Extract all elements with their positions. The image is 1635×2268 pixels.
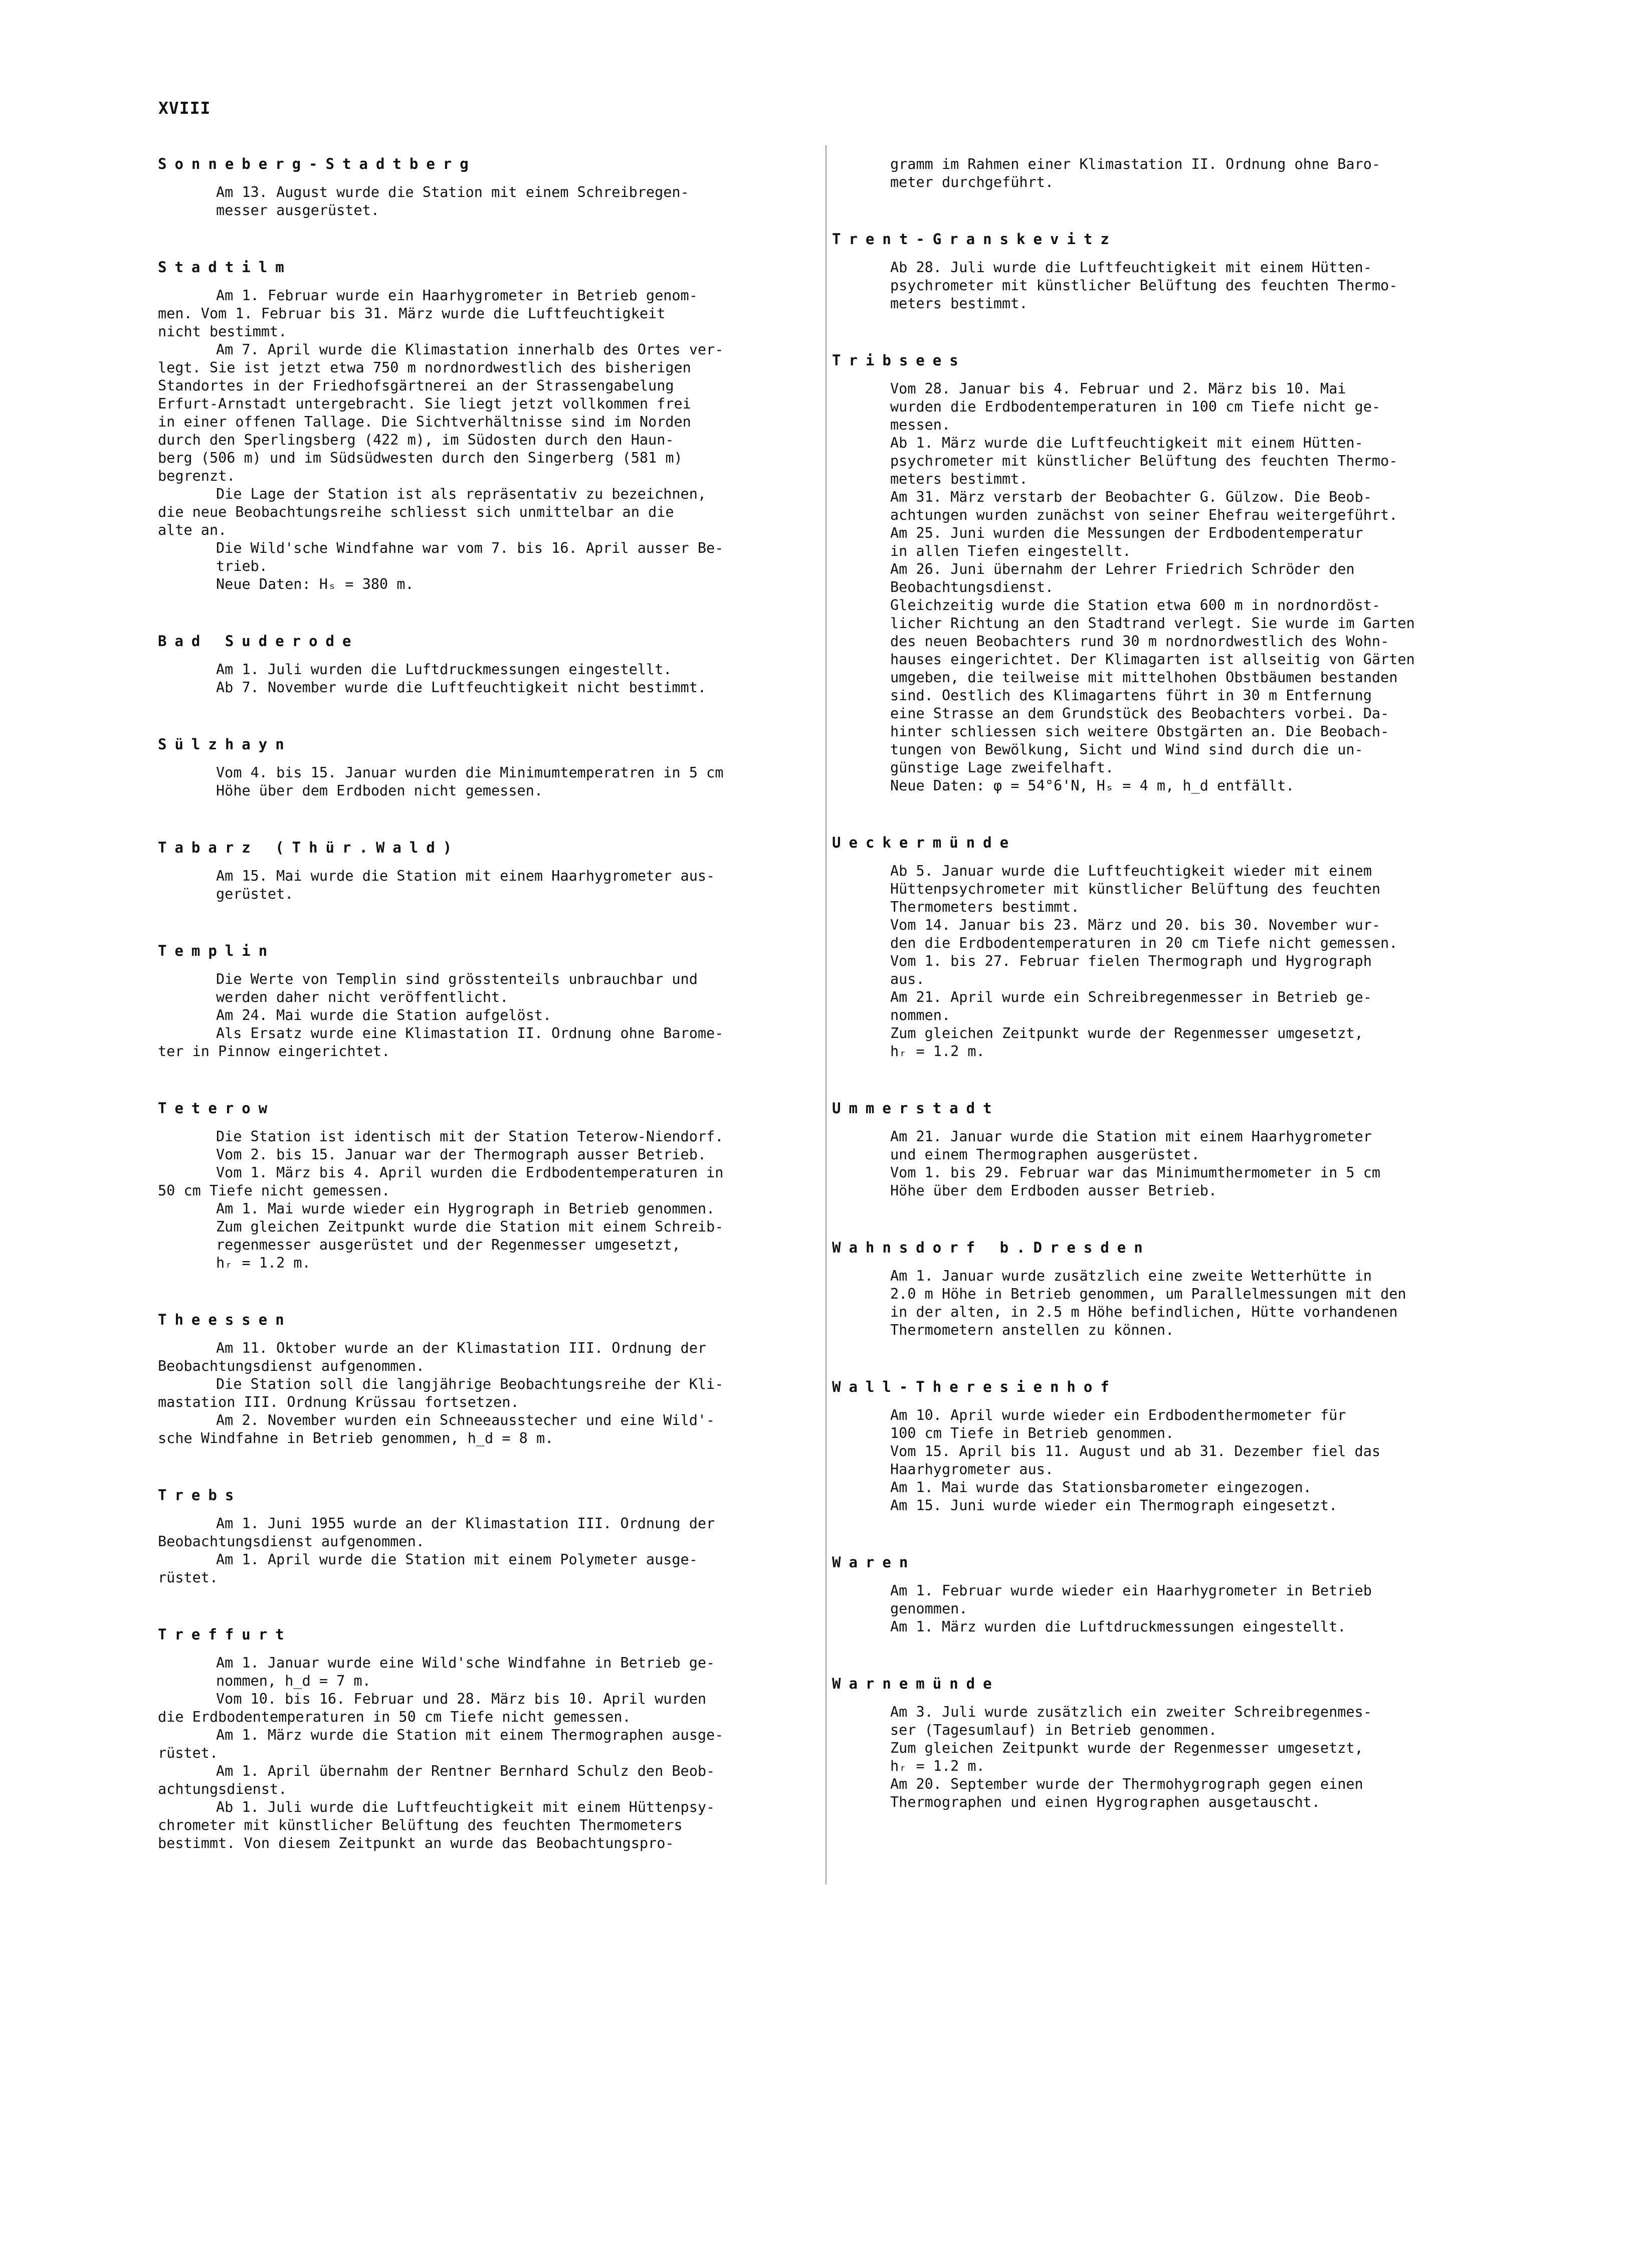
text-line: Ab 7. November wurde die Luftfeuchtigkeit nicht bestimmt. (216, 679, 707, 696)
text-line: werden daher nicht veröffentlicht. (216, 989, 509, 1005)
text-line: Am 1. April wurde die Station mit einem Polymeter ausge- (216, 1551, 698, 1568)
text-line: Höhe über dem Erdboden nicht gemessen. (216, 782, 543, 799)
text-line: Am 7. April wurde die Klimastation innerhalb des Ortes ver- (216, 341, 724, 358)
text-line: Neue Daten: Hₛ = 380 m. (216, 576, 414, 592)
station-section (832, 231, 1494, 313)
text-line: Als Ersatz wurde eine Klimastation II. Ordnung ohne Barome- (216, 1025, 724, 1042)
station-section (832, 1100, 1494, 1200)
text-line: des neuen Beobachters rund 30 m nordnordwestlich des Wohn- (890, 633, 1389, 650)
station-heading: Templin (158, 942, 276, 959)
text-line: und einem Thermographen ausgerüstet. (890, 1146, 1200, 1163)
text-line: Beobachtungsdienst aufgenommen. (158, 1358, 425, 1374)
text-line: nommen. (890, 1007, 951, 1023)
text-line: hauses eingerichtet. Der Klimagarten ist allseitig von Gärten (890, 651, 1415, 668)
text-line: Hüttenpsychrometer mit künstlicher Belüftung des feuchten (890, 881, 1381, 897)
text-line: genommen. (890, 1600, 968, 1617)
text-line: Am 21. Januar wurde die Station mit einem Haarhygrometer (890, 1128, 1372, 1145)
right-column (832, 155, 1494, 1850)
text-line: psychrometer mit künstlicher Belüftung des feuchten Thermo- (890, 453, 1398, 469)
text-line: hinter schliessen sich weitere Obstgärten an. Die Beobach- (890, 723, 1389, 740)
text-line: nommen, h_d = 7 m. (216, 1673, 371, 1689)
text-line: Vom 28. Januar bis 4. Februar und 2. März bis 10. Mai (890, 380, 1346, 397)
text-line: ser (Tagesumlauf) in Betrieb genommen. (890, 1722, 1217, 1738)
text-line: Vom 2. bis 15. Januar war der Thermograph ausser Betrieb. (216, 1146, 707, 1163)
station-section (832, 1554, 1494, 1636)
text-line: Am 24. Mai wurde die Station aufgelöst. (216, 1007, 552, 1023)
text-line: Am 1. Januar wurde zusätzlich eine zweite Wetterhütte in (890, 1268, 1372, 1284)
station-section (158, 155, 820, 220)
text-line: Am 15. Mai wurde die Station mit einem Haarhygrometer aus- (216, 868, 715, 884)
text-line: legt. Sie ist jetzt etwa 750 m nordnordwestlich des bisherigen (158, 359, 691, 376)
text-line: eine Strasse an dem Grundstück des Beobachters vorbei. Da- (890, 705, 1389, 722)
text-line: Ab 5. Januar wurde die Luftfeuchtigkeit wieder mit einem (890, 863, 1372, 879)
station-section (832, 155, 1494, 191)
text-line: Vom 10. bis 16. Februar und 28. März bis 10. April wurden (216, 1691, 707, 1707)
text-line: Die Station ist identisch mit der Station Teterow-Niendorf. (216, 1128, 724, 1145)
text-line: 100 cm Tiefe in Betrieb genommen. (890, 1425, 1174, 1441)
text-line: Ab 28. Juli wurde die Luftfeuchtigkeit mit einem Hütten- (890, 259, 1372, 276)
text-line: Zum gleichen Zeitpunkt wurde der Regenmesser umgesetzt, (890, 1740, 1363, 1756)
station-section (158, 1487, 820, 1587)
station-section (832, 1378, 1494, 1515)
text-line: Höhe über dem Erdboden ausser Betrieb. (890, 1182, 1217, 1199)
text-line: Beobachtungsdienst aufgenommen. (158, 1533, 425, 1550)
text-line: Ab 1. Juli wurde die Luftfeuchtigkeit mit einem Hüttenpsy- (216, 1799, 715, 1815)
text-line: Beobachtungsdienst. (890, 579, 1054, 595)
station-section (832, 1239, 1494, 1339)
text-line: Vom 1. bis 29. Februar war das Minimumthermometer in 5 cm (890, 1164, 1381, 1181)
text-line: Thermometern anstellen zu können. (890, 1322, 1174, 1338)
text-line: meter durchgeführt. (890, 174, 1054, 190)
station-heading: Waren (832, 1554, 916, 1571)
column-divider (826, 145, 827, 1885)
text-line: Am 20. September wurde der Thermohygrograph gegen einen (890, 1776, 1363, 1792)
text-line: sche Windfahne in Betrieb genommen, h_d = 8 m. (158, 1430, 554, 1447)
station-heading: Ueckermünde (832, 834, 1017, 851)
text-line: Zum gleichen Zeitpunkt wurde die Station mit einem Schreib- (216, 1218, 724, 1235)
text-line: Vom 14. Januar bis 23. März und 20. bis 30. November wur- (890, 917, 1381, 933)
text-line: Am 21. April wurde ein Schreibregenmesser in Betrieb ge- (890, 989, 1372, 1005)
station-heading: Trent-Granskevitz (832, 231, 1117, 248)
station-heading: Teterow (158, 1100, 276, 1117)
text-line: psychrometer mit künstlicher Belüftung des feuchten Thermo- (890, 277, 1398, 294)
text-line: achtungen wurden zunächst von seiner Ehefrau weitergeführt. (890, 507, 1398, 523)
text-line: 50 cm Tiefe nicht gemessen. (158, 1182, 390, 1199)
text-line: Am 2. November wurden ein Schneeausstecher und eine Wild'- (216, 1412, 715, 1428)
station-heading: Trebs (158, 1487, 242, 1504)
text-line: Ab 1. März wurde die Luftfeuchtigkeit mit einem Hütten- (890, 435, 1363, 451)
text-line: Am 1. Juni 1955 wurde an der Klimastation III. Ordnung der (216, 1515, 715, 1532)
text-line: messen. (890, 417, 951, 433)
station-section (832, 352, 1494, 795)
station-section (158, 1626, 820, 1852)
text-line: Am 1. Juli wurden die Luftdruckmessungen eingestellt. (216, 661, 672, 678)
station-section (158, 1100, 820, 1272)
text-line: Am 1. Februar wurde ein Haarhygrometer in Betrieb genom- (216, 287, 698, 304)
station-section (832, 1675, 1494, 1811)
station-section (158, 839, 820, 903)
text-line: Vom 4. bis 15. Januar wurden die Minimumtemperatren in 5 cm (216, 764, 724, 781)
text-line: Die Station soll die langjährige Beobachtungsreihe der Kli- (216, 1376, 724, 1392)
text-line: Vom 1. März bis 4. April wurden die Erdbodentemperaturen in (216, 1164, 724, 1181)
text-line: Am 26. Juni übernahm der Lehrer Friedrich Schröder den (890, 561, 1355, 577)
text-line: sind. Oestlich des Klimagartens führt in 30 m Entfernung (890, 687, 1372, 704)
text-line: Am 31. März verstarb der Beobachter G. Gülzow. Die Beob- (890, 489, 1372, 505)
text-line: 2.0 m Höhe in Betrieb genommen, um Parallelmessungen mit den (890, 1286, 1406, 1302)
text-line: ter in Pinnow eingerichtet. (158, 1043, 390, 1060)
text-line: meters bestimmt. (890, 295, 1028, 312)
text-line: Am 1. Mai wurde das Stationsbarometer eingezogen. (890, 1479, 1312, 1496)
text-line: regenmesser ausgerüstet und der Regenmesser umgesetzt, (216, 1236, 681, 1253)
text-line: Am 11. Oktober wurde an der Klimastation III. Ordnung der (216, 1340, 707, 1356)
text-line: hᵣ = 1.2 m. (890, 1043, 985, 1060)
text-line: Am 10. April wurde wieder ein Erdbodenthermometer für (890, 1407, 1346, 1423)
text-line: Vom 1. bis 27. Februar fielen Thermograph und Hygrograph (890, 953, 1372, 969)
text-line: umgeben, die teilweise mit mittelhohen Obstbäumen bestanden (890, 669, 1398, 686)
text-line: Neue Daten: φ = 54°6'N, Hₛ = 4 m, h_d entfällt. (890, 777, 1295, 794)
text-line: Am 15. Juni wurde wieder ein Thermograph eingesetzt. (890, 1497, 1338, 1514)
text-line: in allen Tiefen eingestellt. (890, 543, 1131, 559)
station-section (158, 942, 820, 1061)
text-line: Thermometers bestimmt. (890, 899, 1080, 915)
text-line: in der alten, in 2.5 m Höhe befindlichen, Hütte vorhandenen (890, 1304, 1398, 1320)
station-section (158, 1311, 820, 1448)
station-heading: Ummerstadt (832, 1100, 1000, 1117)
text-line: Thermographen und einen Hygrographen ausgetauscht. (890, 1794, 1320, 1810)
text-line: tungen von Bewölkung, Sicht und Wind sind durch die un- (890, 741, 1363, 758)
text-line: berg (506 m) und im Südsüdwesten durch den Singerberg (581 m) (158, 450, 683, 466)
text-line: hᵣ = 1.2 m. (216, 1255, 311, 1271)
text-line: die neue Beobachtungsreihe schliesst sich unmittelbar an die (158, 504, 674, 520)
text-line: Am 1. April übernahm der Rentner Bernhard Schulz den Beob- (216, 1763, 715, 1779)
text-line: Am 1. Januar wurde eine Wild'sche Windfahne in Betrieb ge- (216, 1655, 715, 1671)
station-heading: Wall-Theresienhof (832, 1378, 1117, 1395)
station-heading: Tribsees (832, 352, 966, 369)
text-line: Zum gleichen Zeitpunkt wurde der Regenmesser umgesetzt, (890, 1025, 1363, 1042)
station-heading: Warnemünde (832, 1675, 1000, 1692)
text-line: Am 1. Mai wurde wieder ein Hygrograph in Betrieb genommen. (216, 1200, 715, 1217)
text-line: aus. (890, 971, 925, 987)
text-line: Am 1. Februar wurde wieder ein Haarhygrometer in Betrieb (890, 1582, 1372, 1599)
text-line: chrometer mit künstlicher Belüftung des feuchten Thermometers (158, 1817, 683, 1833)
station-section (158, 633, 820, 697)
text-line: Am 3. Juli wurde zusätzlich ein zweiter Schreibregenmes- (890, 1704, 1372, 1720)
text-line: Die Lage der Station ist als repräsentativ zu bezeichnen, (216, 486, 707, 502)
text-line: alte an. (158, 522, 227, 538)
station-heading: Sonneberg-Stadtberg (158, 155, 477, 172)
station-heading: Theessen (158, 1311, 292, 1328)
text-line: in einer offenen Tallage. Die Sichtverhältnisse sind im Norden (158, 414, 691, 430)
text-line: die Erdbodentemperaturen in 50 cm Tiefe nicht gemessen. (158, 1709, 631, 1725)
station-heading: Sülzhayn (158, 736, 292, 753)
text-line: gerüstet. (216, 886, 294, 902)
station-section (832, 834, 1494, 1061)
station-heading: Treffurt (158, 1626, 292, 1643)
text-line: günstige Lage zweifelhaft. (890, 759, 1114, 776)
text-line: wurden die Erdbodentemperaturen in 100 cm Tiefe nicht ge- (890, 398, 1381, 415)
text-line: Am 1. März wurde die Station mit einem Thermographen ausge- (216, 1727, 724, 1743)
text-line: rüstet. (158, 1745, 219, 1761)
text-line: den die Erdbodentemperaturen in 20 cm Tiefe nicht gemessen. (890, 935, 1398, 951)
text-line: trieb. (216, 558, 268, 574)
text-line: mastation III. Ordnung Krüssau fortsetzen. (158, 1394, 519, 1410)
text-line: hᵣ = 1.2 m. (890, 1758, 985, 1774)
text-line: Am 13. August wurde die Station mit einem Schreibregen- (216, 184, 689, 200)
text-line: Vom 15. April bis 11. August und ab 31. Dezember fiel das (890, 1443, 1381, 1460)
text-line: meters bestimmt. (890, 471, 1028, 487)
text-line: licher Richtung an den Stadtrand verlegt. Sie wurde im Garten (890, 615, 1415, 632)
text-line: Die Werte von Templin sind grösstenteils unbrauchbar und (216, 971, 698, 987)
text-line: rüstet. (158, 1569, 219, 1586)
text-line: durch den Sperlingsberg (422 m), im Südosten durch den Haun- (158, 432, 674, 448)
text-line: messer ausgerüstet. (216, 202, 380, 219)
text-line: Am 1. März wurden die Luftdruckmessungen eingestellt. (890, 1618, 1346, 1635)
text-line: bestimmt. Von diesem Zeitpunkt an wurde das Beobachtungspro- (158, 1835, 674, 1851)
page-number: XVIII (158, 98, 211, 118)
text-line: nicht bestimmt. (158, 323, 287, 340)
station-heading: Bad Suderode (158, 633, 359, 650)
text-line: Gleichzeitig wurde die Station etwa 600 m in nordnordöst- (890, 597, 1381, 613)
text-line: gramm im Rahmen einer Klimastation II. Ordnung ohne Baro- (890, 156, 1381, 172)
left-column (158, 155, 820, 1892)
text-line: begrenzt. (158, 468, 236, 484)
station-heading: Wahnsdorf b.Dresden (832, 1239, 1151, 1256)
text-line: Die Wild'sche Windfahne war vom 7. bis 16. April ausser Be- (216, 540, 724, 556)
station-heading: Tabarz (Thür.Wald) (158, 839, 460, 856)
station-section (158, 259, 820, 593)
station-section (158, 736, 820, 800)
station-heading: Stadtilm (158, 259, 292, 276)
text-line: Standortes in der Friedhofsgärtnerei an der Strassengabelung (158, 377, 674, 394)
text-line: Haarhygrometer aus. (890, 1461, 1054, 1478)
text-line: men. Vom 1. Februar bis 31. März wurde die Luftfeuchtigkeit (158, 305, 666, 322)
text-line: Am 25. Juni wurden die Messungen der Erdbodentemperatur (890, 525, 1363, 541)
text-line: achtungsdienst. (158, 1781, 287, 1797)
text-line: Erfurt-Arnstadt untergebracht. Sie liegt jetzt vollkommen frei (158, 395, 691, 412)
